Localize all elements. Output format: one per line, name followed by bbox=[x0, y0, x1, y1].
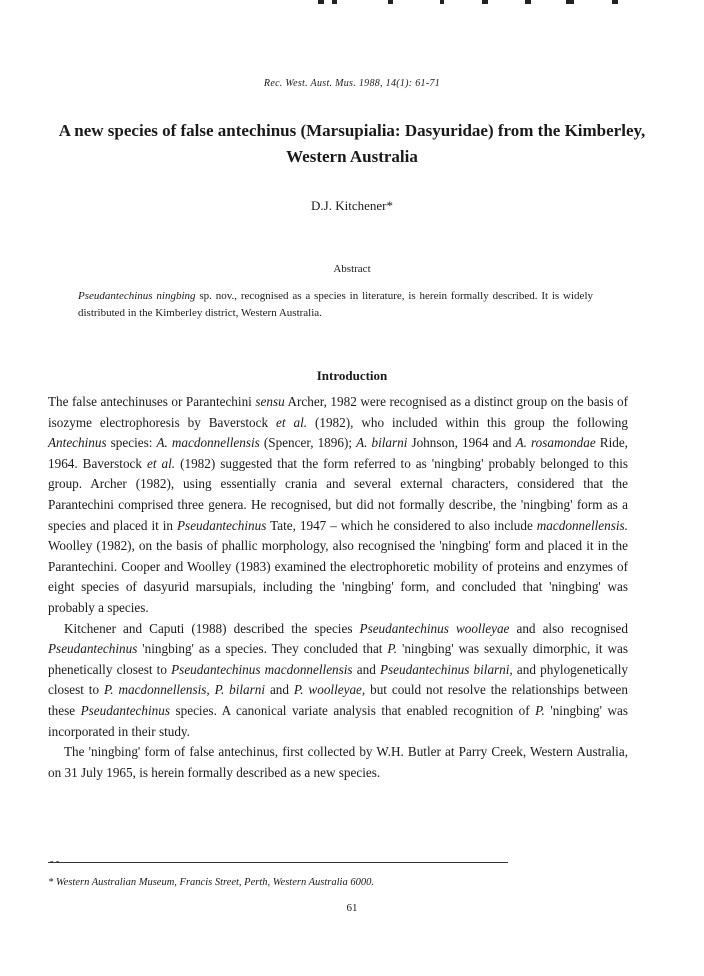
text-run: and bbox=[352, 661, 380, 677]
page-number: 61 bbox=[346, 902, 358, 914]
text-run: species. A canonical variate analysis that enabled recognition of bbox=[169, 702, 536, 718]
italic-term: Pseudantechinus woolleyae bbox=[359, 620, 510, 636]
article-title: A new species of false antechinus (Marsupialia: Dasyuridae) from the Kimberley, Western Australia bbox=[58, 121, 646, 166]
italic-term: Pseudantechinus bbox=[177, 517, 267, 533]
intro-paragraph-2 bbox=[48, 619, 628, 743]
italic-term: P. woolleyae, bbox=[293, 682, 366, 698]
italic-term: sensu bbox=[255, 394, 285, 409]
text-run: species: bbox=[106, 435, 157, 451]
italic-term: A. macdonnellensis bbox=[156, 435, 260, 451]
footnote: * Western Australian Museum, Francis Street, Perth, Western Australia 6000. bbox=[48, 877, 374, 888]
italic-term: A. rosamondae bbox=[515, 435, 596, 451]
text-run: (Spencer, 1896); bbox=[259, 435, 357, 451]
footnote-separator-marks: - - bbox=[50, 856, 60, 867]
text-run: Tate, 1947 – which he considered to also include bbox=[266, 517, 537, 533]
text-run: 'ningbing' was sexually dimorphic, it was phenetically closest to bbox=[48, 641, 628, 677]
intro-paragraph-3 bbox=[48, 742, 628, 783]
text-run: 'ningbing' was incorporated in their study. bbox=[48, 702, 628, 739]
italic-term: Pseudantechinus bbox=[48, 641, 138, 657]
intro-paragraph-1 bbox=[48, 392, 628, 619]
footnote-rule bbox=[48, 862, 508, 863]
text-run: (1982) suggested that the form referred to as 'ningbing' probably belonged to this group. Archer (1982), using essentially crania and several external characters, considered that the Parantechini comprised three genera. He recognised, but did not formally describe, the 'ningbing' form as a species and placed it in bbox=[48, 455, 628, 533]
text-run: and also recognised bbox=[509, 620, 628, 636]
text-run: and phylogenetically closest to bbox=[48, 661, 629, 698]
italic-term: P. bbox=[535, 702, 545, 718]
italic-term: Pseudantechinus macdonnellensis bbox=[171, 661, 353, 677]
text-run: and bbox=[265, 682, 294, 698]
italic-term: Antechinus bbox=[48, 435, 107, 451]
introduction-body bbox=[48, 392, 628, 783]
abstract-text bbox=[78, 288, 593, 322]
italic-term: P. macdonnellensis, P. bilarni bbox=[103, 682, 266, 698]
text-run: (1982), who included within this group the following bbox=[307, 414, 628, 430]
text-run: Kitchener and Caputi (1988) described the species bbox=[64, 620, 360, 636]
abstract-body: sp. nov., recognised as a species in literature, is herein formally described. It is widely distributed in the Kimberley district, Western Australia. bbox=[78, 290, 593, 319]
italic-term: et al. bbox=[276, 414, 308, 430]
journal-citation: Rec. West. Aust. Mus. 1988, 14(1): 61-71 bbox=[263, 78, 441, 89]
italic-term: macdonnellensis. bbox=[536, 517, 628, 533]
text-run: but could not resolve the relationships between these bbox=[48, 682, 628, 718]
scan-top-edge bbox=[0, 0, 704, 8]
italic-term: A. bilarni bbox=[356, 435, 408, 451]
text-run: Johnson, 1964 and bbox=[407, 435, 516, 451]
italic-term: Pseudantechinus bbox=[80, 702, 170, 718]
text-run: Woolley (1982), on the basis of phallic morphology, also recognised the 'ningbing' form and placed it in the Parantechini. Cooper and Woolley (1983) examined the electrophoretic mobility of proteins and enzymes of eight species of dasyurid marsupials, including the 'ningbing' form, and concluded that 'ningbing' was probably a species. bbox=[48, 538, 628, 615]
italic-term: P. bbox=[387, 641, 398, 657]
author-line: D.J. Kitchener* bbox=[311, 198, 393, 213]
introduction-heading: Introduction bbox=[316, 368, 388, 383]
text-run: 'ningbing' as a species. They concluded that bbox=[137, 641, 388, 657]
abstract-heading: Abstract bbox=[333, 263, 371, 275]
abstract-species-name: Pseudantechinus ningbing bbox=[78, 290, 196, 302]
italic-term: et al. bbox=[147, 455, 176, 471]
text-run: Archer, 1982 were recognised as a distinct group on the basis of isozyme electrophoresis by Baverstock bbox=[48, 394, 628, 430]
italic-term: Pseudantechinus bilarni, bbox=[379, 661, 513, 677]
text-run: The false antechinuses or Parantechini bbox=[48, 394, 256, 409]
text-run: The 'ningbing' form of false antechinus, first collected by W.H. Butler at Parry Creek, Western Australia, on 31 July 1965, is herein formally described as a new species. bbox=[48, 744, 628, 780]
text-run: Ride, 1964. Baverstock bbox=[48, 435, 628, 471]
